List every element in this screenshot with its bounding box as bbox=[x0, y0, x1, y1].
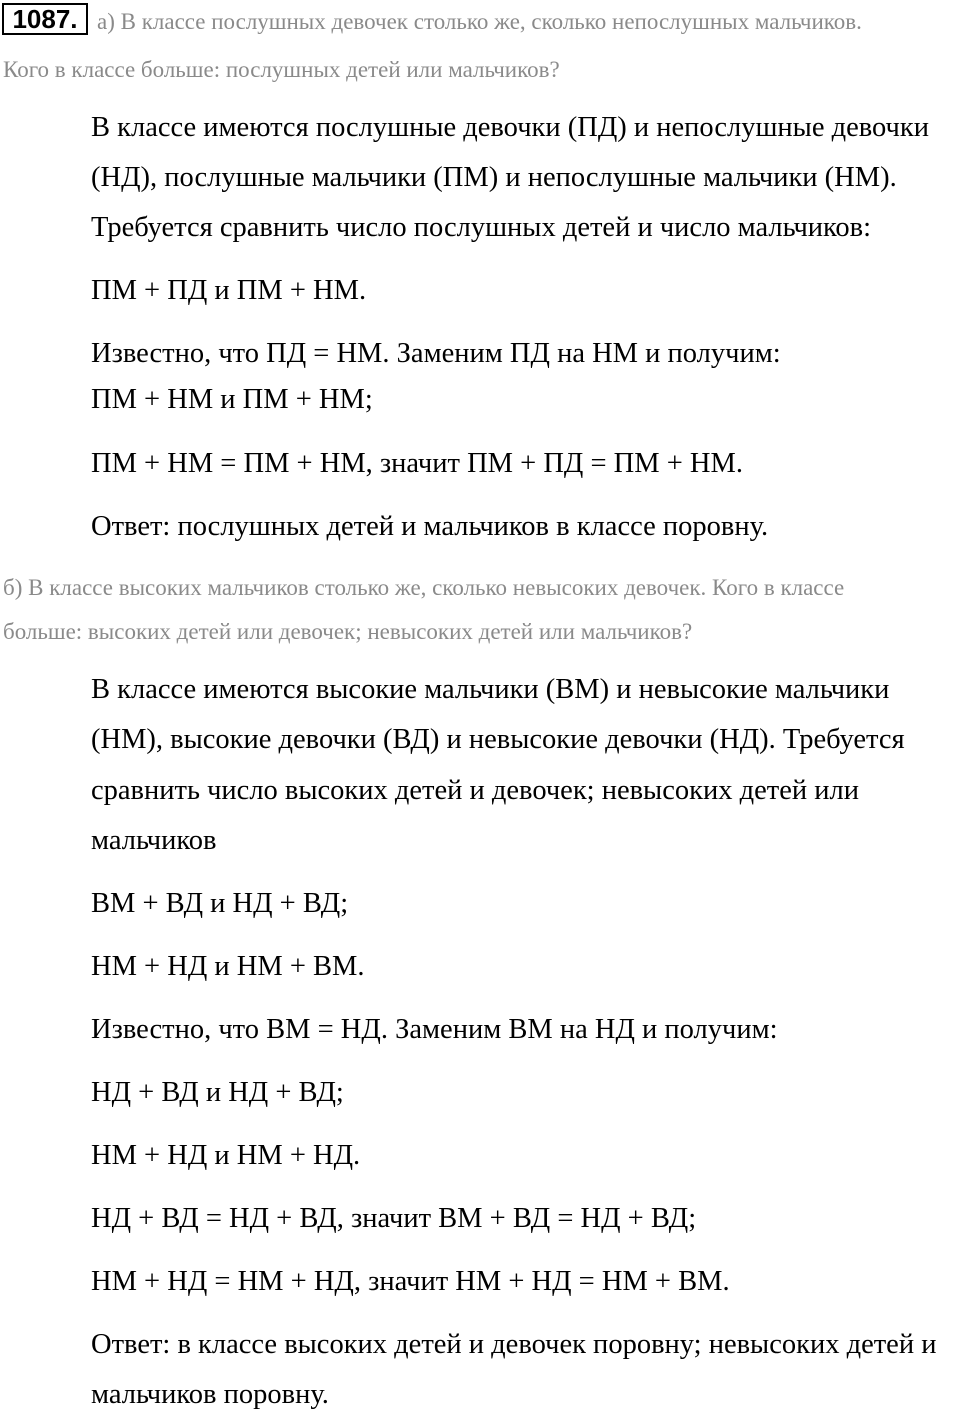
solution-b-line-1: В классе имеются высокие мальчики (ВМ) и невысокие мальчики bbox=[91, 674, 890, 705]
solution-a-line-8: Ответ: послушных детей и мальчиков в классе поровну. bbox=[91, 511, 769, 542]
task-a-line-2: Кого в классе больше: послушных детей или мальчиков? bbox=[3, 57, 560, 82]
task-b-line-2: больше: высоких детей или девочек; невысоких детей или мальчиков? bbox=[3, 619, 693, 644]
solution-a-line-3: Требуется сравнить число послушных детей и число мальчиков: bbox=[91, 212, 872, 243]
problem-number-badge: 1087. bbox=[2, 3, 88, 35]
solution-a-line-2: (НД), послушные мальчики (ПМ) и непослушные мальчики (НМ). bbox=[91, 162, 897, 193]
solution-b-line-2: (НМ), высокие девочки (ВД) и невысокие девочки (НД). Требуется bbox=[91, 724, 905, 755]
task-b-line-1: б) В классе высоких мальчиков столько же, сколько невысоких девочек. Кого в классе bbox=[3, 575, 845, 600]
solution-b-line-5: ВМ + ВД и НД + ВД; bbox=[91, 888, 349, 919]
solution-b-line-12: Ответ: в классе высоких детей и девочек поровну; невысоких детей и bbox=[91, 1329, 937, 1360]
solution-b-line-11: НМ + НД = НМ + НД, значит НМ + НД = НМ + ВМ. bbox=[91, 1266, 730, 1297]
solution-a-line-4: ПМ + ПД и ПМ + НМ. bbox=[91, 275, 367, 306]
solution-b-line-9: НМ + НД и НМ + НД. bbox=[91, 1140, 361, 1171]
solution-b-line-4: мальчиков bbox=[91, 825, 217, 856]
solution-b-line-8: НД + ВД и НД + ВД; bbox=[91, 1077, 344, 1108]
solution-b-line-6: НМ + НД и НМ + ВМ. bbox=[91, 951, 365, 982]
solution-b-line-3: сравнить число высоких детей и девочек; невысоких детей или bbox=[91, 775, 859, 806]
task-a-line-1: а) В классе послушных девочек столько же, сколько непослушных мальчиков. bbox=[97, 9, 862, 34]
solution-a-line-6: ПМ + НМ и ПМ + НМ; bbox=[91, 384, 373, 415]
solution-a-line-1: В классе имеются послушные девочки (ПД) и непослушные девочки bbox=[91, 112, 929, 143]
solution-a-line-7: ПМ + НМ = ПМ + НМ, значит ПМ + ПД = ПМ + НМ. bbox=[91, 448, 743, 479]
solution-b-line-13: мальчиков поровну. bbox=[91, 1379, 329, 1410]
solution-a-line-5: Известно, что ПД = НМ. Заменим ПД на НМ и получим: bbox=[91, 338, 781, 369]
solution-b-line-7: Известно, что ВМ = НД. Заменим ВМ на НД и получим: bbox=[91, 1014, 778, 1045]
solution-b-line-10: НД + ВД = НД + ВД, значит ВМ + ВД = НД + ВД; bbox=[91, 1203, 697, 1234]
